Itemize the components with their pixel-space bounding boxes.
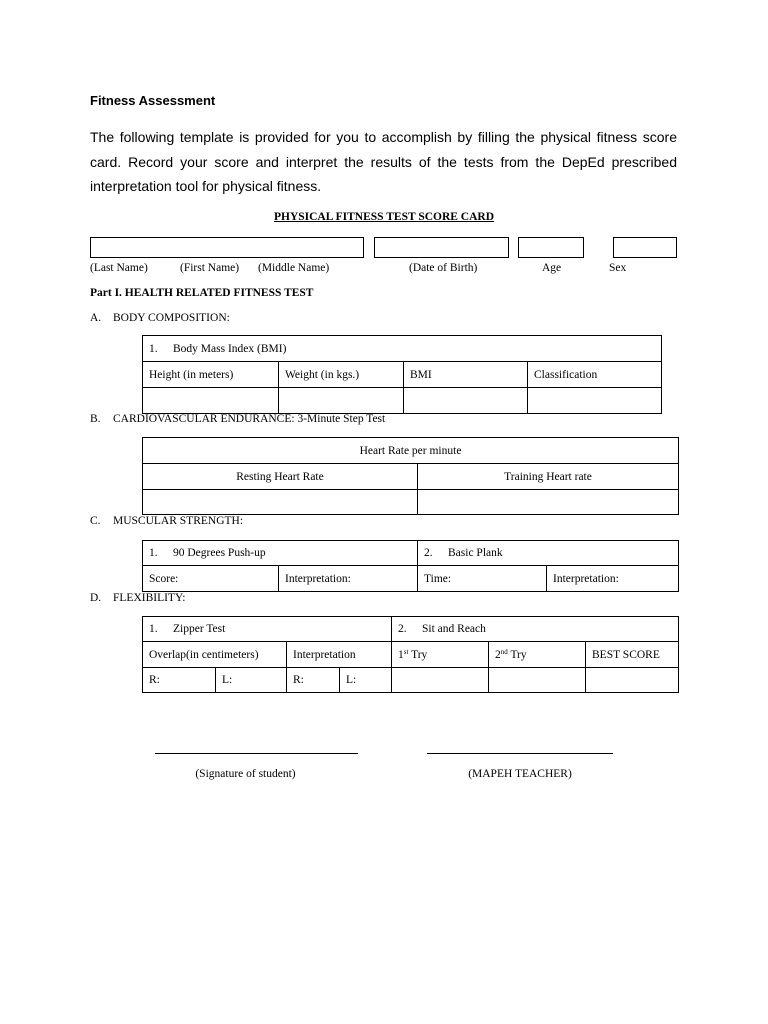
section-d-heading (90, 592, 185, 604)
first-name-label: (First Name) (180, 262, 240, 274)
last-name-label: (Last Name) (90, 262, 148, 274)
date-of-birth-field[interactable] (374, 237, 509, 258)
section-b-title: CARDIOVASCULAR ENDURANCE: 3-Minute Step Test (113, 413, 386, 425)
training-heart-rate-header: Training Heart rate (418, 464, 679, 490)
part1-title: Part I. HEALTH RELATED FITNESS TEST (90, 287, 314, 299)
plank-time-cell[interactable]: Time: (418, 566, 547, 592)
dob-label: (Date of Birth) (409, 262, 478, 274)
classification-input-cell[interactable] (528, 388, 662, 414)
intro-paragraph: The following template is provided for you to accomplish by filling the physical fitness score card. Record your score and interpret the results of the tests from the DepEd prescribed interpretation tool for physical fitness. (90, 129, 677, 194)
zipper-interpretation-header: Interpretation (287, 642, 392, 668)
bmi-header: BMI (404, 362, 528, 388)
pushup-interpretation-cell[interactable]: Interpretation: (279, 566, 418, 592)
bmi-item-title: 1. Body Mass Index (BMI) (143, 336, 662, 362)
best-score-header: BEST SCORE (586, 642, 679, 668)
section-a-title: BODY COMPOSITION: (113, 312, 230, 324)
section-d-title: FLEXIBILITY: (113, 592, 186, 604)
section-c-heading (90, 515, 243, 527)
overlap-left-cell[interactable]: L: (216, 668, 287, 693)
plank-interpretation-cell[interactable]: Interpretation: (547, 566, 679, 592)
bmi-table (142, 335, 662, 414)
section-b-letter: B. (90, 413, 101, 425)
middle-name-label: (Middle Name) (258, 262, 330, 274)
section-c-title: MUSCULAR STRENGTH: (113, 515, 244, 527)
interpretation-right-cell[interactable]: R: (287, 668, 340, 693)
age-label: Age (542, 262, 562, 274)
second-try-input-cell[interactable] (489, 668, 586, 693)
sex-field[interactable] (613, 237, 677, 258)
resting-heart-rate-header: Resting Heart Rate (143, 464, 418, 490)
height-header: Height (in meters) (143, 362, 279, 388)
teacher-signature-label: (MAPEH TEACHER) (468, 768, 572, 780)
section-a-heading (90, 312, 230, 324)
page-title: Fitness Assessment (90, 93, 216, 108)
section-c-letter: C. (90, 515, 101, 527)
student-signature-line[interactable] (155, 753, 358, 754)
overlap-right-cell[interactable]: R: (143, 668, 216, 693)
sit-and-reach-item-title: 2. Sit and Reach (392, 617, 679, 642)
age-field[interactable] (518, 237, 584, 258)
second-try-header: 2nd Try (489, 642, 586, 668)
training-heart-rate-input-cell[interactable] (418, 490, 679, 515)
pushup-score-cell[interactable]: Score: (143, 566, 279, 592)
height-input-cell[interactable] (143, 388, 279, 414)
full-name-field[interactable] (90, 237, 364, 258)
section-a-letter: A. (90, 312, 102, 324)
interpretation-left-cell[interactable]: L: (340, 668, 392, 693)
sex-label: Sex (609, 262, 627, 274)
best-score-input-cell[interactable] (586, 668, 679, 693)
section-d-letter: D. (90, 592, 102, 604)
heart-rate-header: Heart Rate per minute (143, 438, 679, 464)
plank-item-title: 2. Basic Plank (418, 541, 679, 566)
section-b-heading (90, 413, 385, 425)
heart-rate-table (142, 437, 679, 515)
weight-header: Weight (in kgs.) (279, 362, 404, 388)
flexibility-table (142, 616, 679, 693)
student-signature-label: (Signature of student) (195, 768, 296, 780)
bmi-input-cell[interactable] (404, 388, 528, 414)
resting-heart-rate-input-cell[interactable] (143, 490, 418, 515)
weight-input-cell[interactable] (279, 388, 404, 414)
teacher-signature-line[interactable] (427, 753, 613, 754)
pushup-item-title: 1. 90 Degrees Push-up (143, 541, 418, 566)
muscular-strength-table (142, 540, 679, 592)
first-try-header: 1st Try (392, 642, 489, 668)
zipper-test-item-title: 1. Zipper Test (143, 617, 392, 642)
classification-header: Classification (528, 362, 662, 388)
overlap-header: Overlap(in centimeters) (143, 642, 287, 668)
first-try-input-cell[interactable] (392, 668, 489, 693)
score-card-title: PHYSICAL FITNESS TEST SCORE CARD (273, 211, 495, 223)
